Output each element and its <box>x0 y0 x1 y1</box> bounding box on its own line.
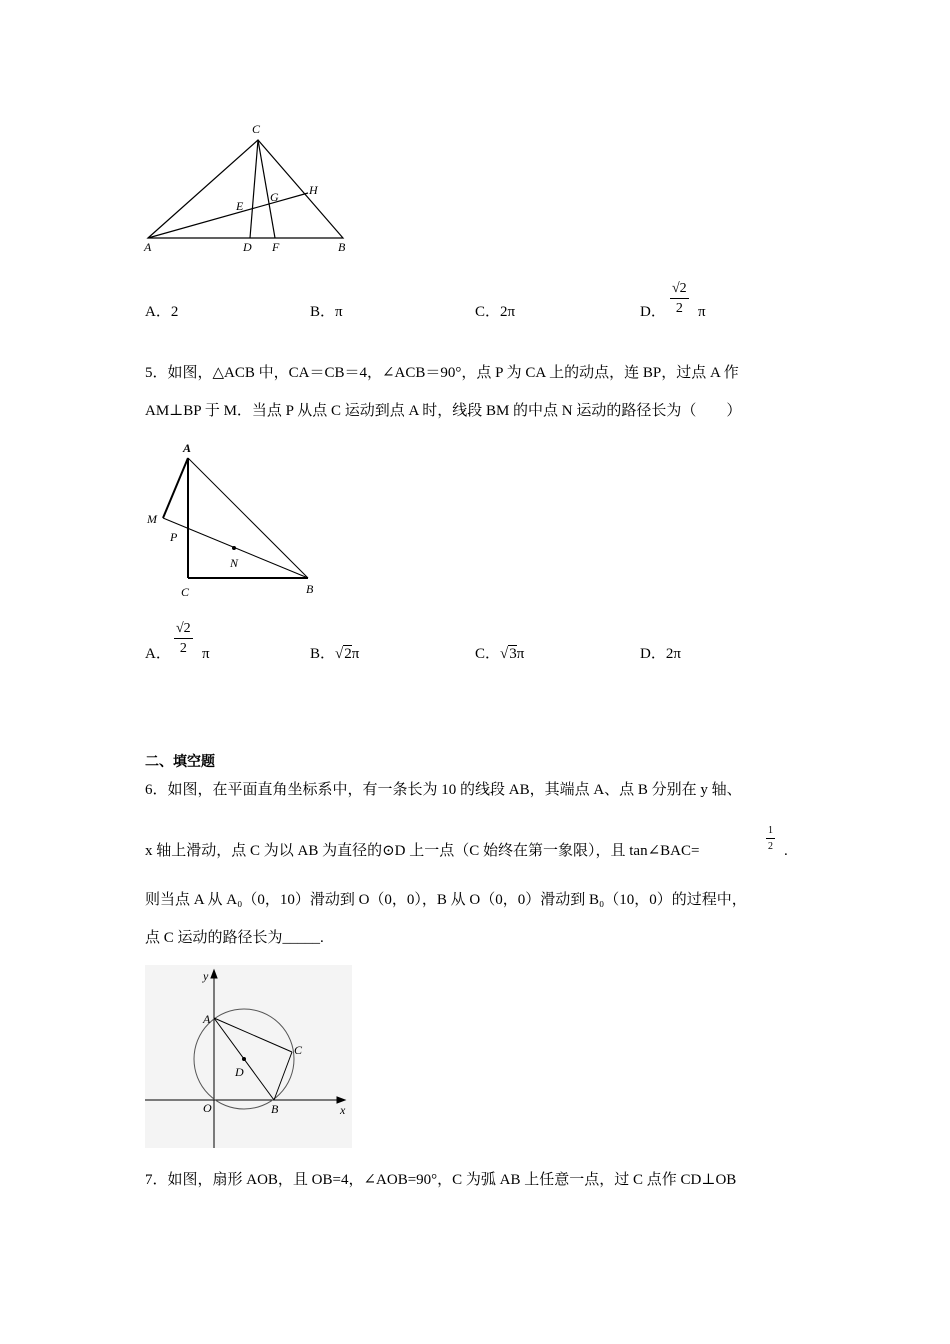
q5-option-a-fraction: $\frac{√2}{2}$ <box>176 621 191 656</box>
q6-fraction: $\frac{1}{2}$ <box>768 825 773 852</box>
q4-option-d-fraction: $\frac{√2}{2}$ <box>672 281 687 316</box>
figure-point-label: C <box>252 122 261 136</box>
figure-point-label: F <box>272 240 280 254</box>
figure-point-label: N <box>230 556 239 570</box>
q5-line1: 5．如图，△ACB 中，CA＝CB＝4，∠ACB＝90°，点 P 为 CA 上的动点，连 BP，过点 A 作 <box>145 365 739 381</box>
figure-point-label: H <box>309 183 318 197</box>
q4-option-c: C．2π <box>475 304 516 320</box>
figure-point-label: G <box>270 190 279 204</box>
figure-point-label: C <box>294 1043 303 1057</box>
figure-point-label: E <box>236 199 244 213</box>
q4-option-b: B．π <box>310 304 343 320</box>
section-title: 二、填空题 <box>145 754 215 770</box>
q4-option-a: A．2 <box>145 304 179 320</box>
q6-line2-end: . <box>784 843 788 859</box>
figure-point-label: B <box>271 1102 279 1116</box>
figure-point-label: A <box>144 240 152 254</box>
q7-line1: 7．如图，扇形 AOB，且 OB=4，∠AOB=90°，C 为弧 AB 上任意一点，过 C 点作 CD⊥OB <box>145 1172 737 1188</box>
q5-option-d: D．2π <box>640 646 681 662</box>
figure-point-label: A <box>203 1012 211 1026</box>
figure-point-label: P <box>170 530 178 544</box>
q5-option-a-pi: π <box>202 646 210 662</box>
figure-point-label: D <box>243 240 252 254</box>
q6-line3: 则当点 A 从 A₀（0，10）滑动到 O（0，0），B 从 O（0，0）滑动到 B₀（10，0）的过程中， <box>145 892 747 908</box>
figure-point-label: A <box>183 441 192 455</box>
figure-point-label: D <box>235 1065 244 1079</box>
figure-point-label: C <box>181 585 190 599</box>
figure-point-label: M <box>147 512 157 526</box>
q6-figure-background <box>145 965 352 1148</box>
q5-option-c: C．√3π <box>475 646 525 662</box>
figure-point-label: y <box>203 969 209 983</box>
figure-point-label: B <box>306 582 314 596</box>
q5-option-a: A． <box>145 646 171 662</box>
q4-option-d-pi: π <box>698 304 706 320</box>
q6-line1: 6．如图，在平面直角坐标系中，有一条长为 10 的线段 AB，其端点 A、点 B 分别在 y 轴、 <box>145 782 742 798</box>
q5-line2: AM⊥BP 于 M．当点 P 从点 C 运动到点 A 时，线段 BM 的中点 N 运动的路径长为（ ） <box>145 403 742 419</box>
q6-line4: 点 C 运动的路径长为_____. <box>145 930 324 946</box>
q5-option-b: B．√2π <box>310 646 360 662</box>
figure-point-label: B <box>338 240 346 254</box>
q4-option-d: D． <box>640 304 666 320</box>
figure-point-label: x <box>340 1103 346 1117</box>
q6-line2: x 轴上滑动，点 C 为以 AB 为直径的⊙D 上一点（C 始终在第一象限），且 tan∠BAC= <box>145 843 700 859</box>
figure-point-label: O <box>203 1101 212 1115</box>
